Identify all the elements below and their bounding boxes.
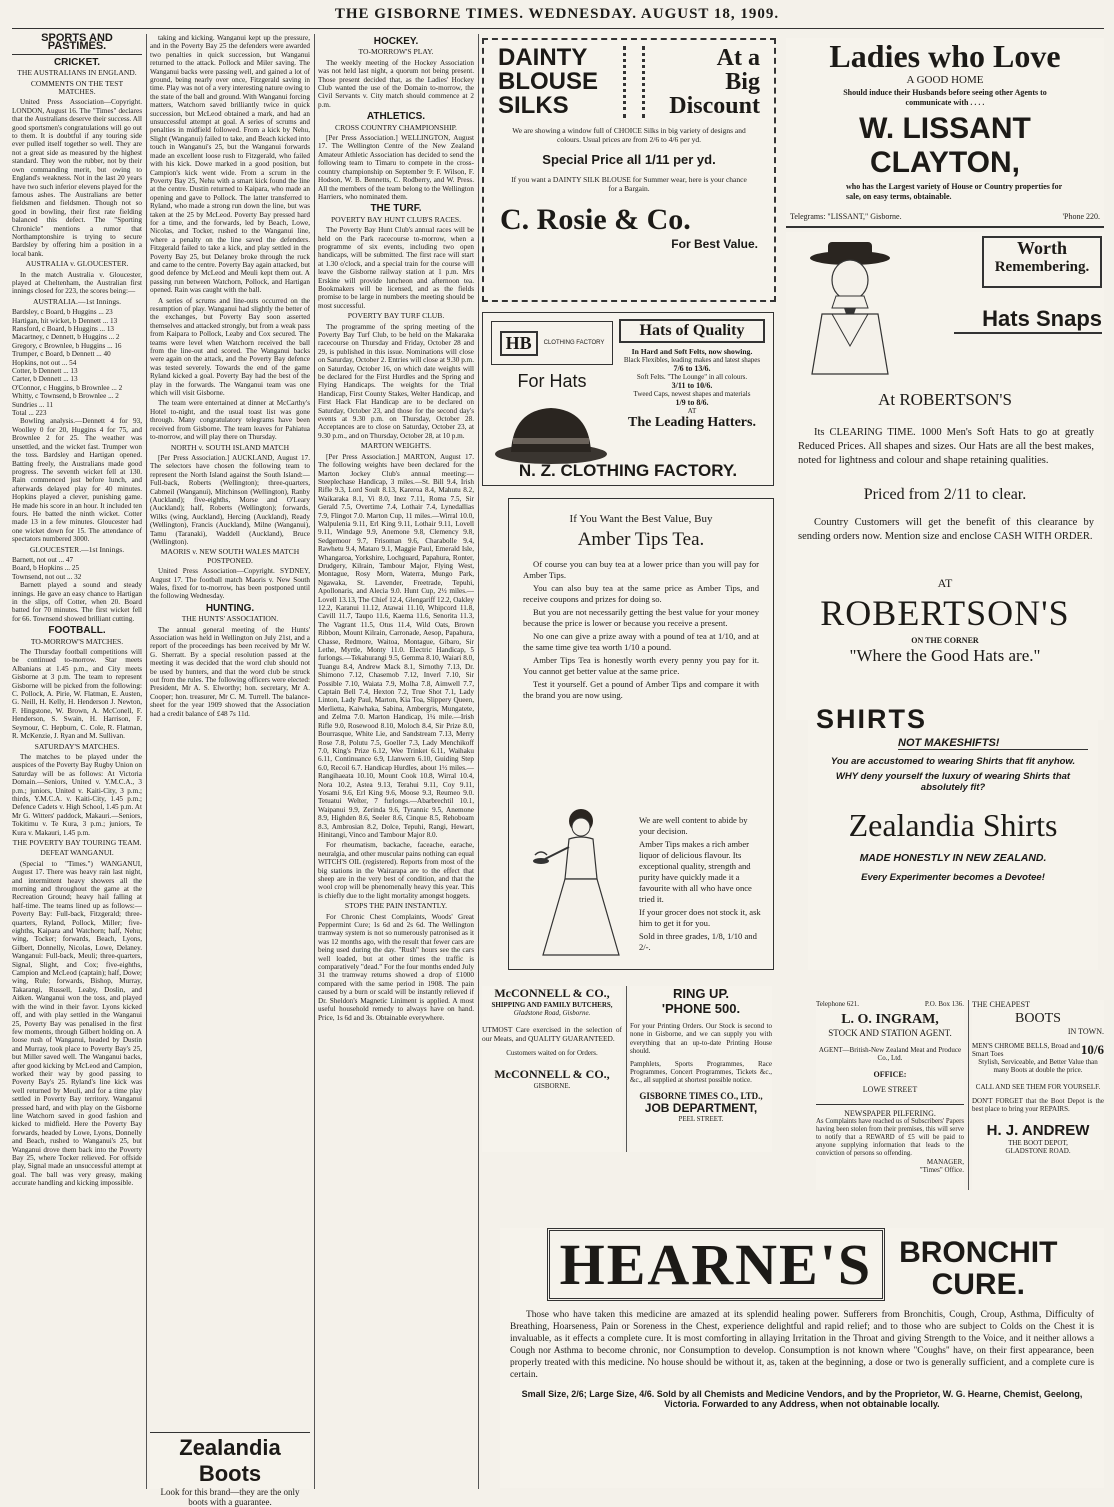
article-text: The team were entertained at dinner at McCarthy's Hotel to-night, and the usual toast list was gone through. Many congratulatory telegrams have been received from Gisborne. The team leaves for Pahiatua to-morrow, and will play there on Thursday. [150, 399, 310, 442]
innings-line: Cotter, b Dennett ... 13 [12, 367, 78, 376]
ring-up-phone: 'PHONE 500. [661, 1001, 741, 1016]
clayton-name: W. LISSANT CLAYTON, [859, 112, 1031, 179]
ring-up-heading: RING UP. [672, 986, 730, 1001]
masthead-rule [12, 28, 1104, 29]
pilfering-text: MANAGER, [926, 1158, 964, 1166]
article-text: [Per Press Association.] AUCKLAND, August 17. The selectors have chosen the following team to represent the North Island against the South Island:—Full-back, Roberts (Wellington); three-quarters, Cabmeil (Wanganui), Mitchinson (Wellington), Ranby (Auckland); five-eighths, Morse and O'Leary (Auckland); half, Roberts (Wellington); forwards, Wilks (wing, Auckland), Hercing (Auckland), Ready (Wellington), Francis (Auckland), Milne (Wanganui), Tamu (Taranaki), Waddell (Auckland), Bruce (Wellington). [150, 453, 310, 546]
subheading: SATURDAY'S MATCHES. [34, 741, 120, 751]
hats-price: 3/11 to 10/6. [671, 381, 713, 390]
subheading: DEFEAT WANGANUI. [40, 848, 114, 858]
hearnes-bronchit: BRONCHIT [899, 1236, 1058, 1269]
subheading: THE POVERTY BAY TOURING TEAM. [12, 837, 142, 847]
subheading: NORTH v. SOUTH ISLAND MATCH [170, 442, 290, 452]
ingram-box: P.O. Box 136. [924, 1000, 964, 1008]
times-co: GISBORNE TIMES CO., LTD., [639, 1090, 763, 1101]
dainty-blouse-ad [482, 38, 776, 302]
column-rule [146, 34, 147, 1489]
dainty-special-price: Special Price all 1/11 per yd. [542, 152, 716, 167]
hats-quality-title: Hats of Quality [619, 319, 765, 343]
football-heading: FOOTBALL. [48, 625, 106, 637]
andrew-text: DON'T FORGET that the Boot Depot is the best place to bring your REPAIRS. [972, 1096, 1104, 1114]
ring-up-text: Pamphlets, Sports Programmes, Race Programmes, Concert Programmes, Tickets &c., &c., all supplied at shortest possible notice. [630, 1059, 772, 1085]
innings-heading: AUSTRALIA.—1st Innings. [33, 296, 121, 306]
clayton-heading: Ladies who Love [829, 38, 1061, 74]
article-text: taking and kicking. Wanganui kept up the pressure, and in the Poverty Bay 25 the defenders were awarded two penalties in quick succession, but Wanganui returned to the attack. Pollock and Miler saving. The Wanganui backs were passing well, and gained a lot of ground, being nearly over once, Fitzgerald saving in time. Play was not of a very interesting nature owing to the state of the ball and ground. With Wanganui forcing matters, Watchorn saved brilliantly twice in quick succession, but McLeod obtained a mark, and had an unsuccessful attempt at goal. A series of scrums and penalties in midfield followed. From a kick by Nehu, Slight (Wanganui) failed to take, and Beach kicked into touch in Wanganui's 25, but the Wanganui forwards made an excellent loose rush to Fitzgerald, who failed with his kick. Dowe marked in a good position, but Campion's kick went wide. From a scrum in the Poverty Bay 25, Nehu with a smart kick found the line at the centre. Dustin returned to Kaipara, who made an opening and gave to Pollock. The latter transferred to Ryland, who made a strong run down the line, but was taken at the 25 by McLeod. Poverty Bay pressed hard for a time, and the forwards, led by Beach, Lowe, Nicolas, and Tocker, rushed to the Wanganui line, where a penalty on the line saved the defenders. Fitzgerald failed to take a kick, and play settled in the Poverty Bay 25, but Delaney broke through the ruck and came to the centre. Poverty Bay again attacked, but good defence by McLeod and Meuli kept them out. A passing run between Watchorn, Pollock, and Hartigan opened. Rain was caught with the ball. [150, 34, 310, 295]
article-text: Barnett played a sound and steady innings. He gave an easy chance to Hartigan in the slips, off Cotter, when 20. Board batted for 70 minutes. The first wicket fell for 66. Townsend showed brilliant cutting. [12, 581, 142, 623]
andrew-name: H. J. ANDREW [986, 1121, 1090, 1139]
amber-text: Of course you can buy tea at a lower price than you will pay for Amber Tips. [523, 559, 759, 580]
innings-line: Townsend, not out ... 32 [12, 572, 82, 581]
mcconnell-text: SHIPPING AND FAMILY BUTCHERS, [491, 1001, 613, 1009]
andrew-ad [972, 1000, 1104, 1190]
mcconnell-name: McCONNELL & CO., [494, 1067, 610, 1081]
clayton-text: Should induce their Husbands before seeing other Agents to communicate with . . . . [843, 88, 1047, 107]
leading-hatters: The Leading Hatters. [628, 415, 756, 430]
clayton-ad [786, 38, 1104, 228]
column-2 [150, 34, 310, 1424]
robertsons-price: Priced from 2/11 to clear. [863, 486, 1027, 503]
hearnes-ad [500, 1228, 1104, 1488]
hearnes-footer: Small Size, 2/6; Large Size, 4/6. Sold by all Chemists and Medicine Vendors, and by the Proprietor, W. G. Hearne, Chemist, Geelong, Victoria. Forwarded to any Address, when not obtainable locally. [521, 1389, 1083, 1409]
subheading: CROSS COUNTRY CHAMPIONSHIP. [335, 122, 457, 132]
bowler-hat-icon [491, 398, 611, 468]
dainty-text: We are showing a window full of CHOICE Silks in big variety of designs and colours. Usual prices are from 2/6 to 4/6 per yd. [512, 126, 746, 144]
hearnes-text: Those who have taken this medicine are amazed at its splendid healing power. Sufferers from Bronchitis, Cough, Croup, Asthma, Difficulty of Breathing, Hoarseness, Pain or Soreness in the Chest, experience delightful and rapid relief; and to those who are subject to Colds on the Chest it is invaluable, as it effects a complete cure. It is most comforting in allaying Irritation in the Throat and giving Strength to the Voice, and it neither allows a Cough nor Asthma to become chronic, nor Consumption to develop. Consumption is not known where "Coughs" have, on their first appearance, been properly treated with this medicine. No house should be without it, as, taken at the beginning, a dose or two is generally sufficient, and a complete cure is certain. [510, 1310, 1094, 1380]
amber-text: No one can give a prize away with a pound of tea at 1/10, and at the same time give tea worth 1/10 a pound. [523, 631, 759, 652]
hunting-heading: HUNTING. [205, 602, 255, 614]
hearnes-name: HEARNE'S [547, 1228, 886, 1301]
ingram-text: LOWE STREET [862, 1085, 918, 1094]
ingram-title: STOCK AND STATION AGENT. [828, 1028, 952, 1038]
amber-head: If You Want the Best Value, Buy [569, 513, 713, 525]
ingram-telephone: Telephone 621. [816, 1000, 860, 1008]
subheading: TO-MORROW'S MATCHES. [30, 636, 124, 646]
masthead: THE GISBORNE TIMES. WEDNESDAY. AUGUST 18, 1909. [334, 6, 780, 22]
article-text: The annual general meeting of the Hunts' Association was held in Wellington on July 21st, and a report of the proceedings has been received by Mr W. G. Sherratt. By a special resolution passed at the meeting it was decided that the word club should not be used by hunters, and that the word club be struck out from the rules. The following officers were elected: President, Mr A. S. Elworthy; hon. secretary, Mr A. Cooper; hon. treasurer, Mr C. M. Turrell. The balance-sheet for the year 1909 showed that the Association had a credit balance of £48 7s 11d. [150, 625, 310, 718]
pilfering-text: As Complaints have reached us of Subscribers' Papers having been stolen from their premises, this will serve to notify that a REWARD of £5 will be paid to anyone supplying information that leads to the conviction of persons so offending. [816, 1118, 964, 1157]
innings-line: Ransford, c Board, b Huggins ... 13 [12, 325, 115, 333]
turf-heading: THE TURF. [370, 203, 422, 215]
article-text: United Press Association—Copyright. LONDON, August 16. The "Times" declares that the Australians deserve their success. All good sportsmen's congratulations will go out to them. It is doubtful if any touring side ever pulled itself together so well. They are not a great side as measured by the highest standard. They won the rubber, not by their own commanding merit, but owing to England's weakness. Not in the last 20 years have two such inferior elevens played for the famous ashes. The Australians are better fieldsmen and fieldsmen. Though not so good in bowling, their first rate fielding balanced this defect. The "Sporting Chronicle" mentions a rumor that Northamptonshire is trying to secure Bardsley by offering him a position in a local bank. [12, 98, 142, 258]
robertsons-text: Its CLEARING TIME. 1000 Men's Soft Hats to go at greatly Reduced Prices. All shapes and sizes. Our Hats are all the best makes, noted for lightness and colour and shape retaining qualities. [798, 427, 1094, 466]
innings-line: Board, b Hopkins ... 25 [12, 564, 80, 573]
innings-line: Macartney, c Dennett, b Huggins ... 2 [12, 333, 120, 342]
amber-text: You can also buy tea at the same price as Amber Tips, and receive coupons and prizes for doing so. [523, 583, 759, 604]
shirts-text: NOT MAKESHIFTS! [898, 737, 1088, 750]
innings-heading: GLOUCESTER.—1st Innings. [29, 544, 125, 554]
hats-text: AT [687, 407, 697, 415]
andrew-text: MEN'S CHROME BELLS, Broad and Smart Toes [972, 1042, 1081, 1058]
man-in-hat-icon [792, 236, 912, 376]
innings-list [12, 556, 142, 581]
subheading: MARTON WEIGHTS. [360, 441, 432, 451]
amber-text: But you are not necessarily getting the best value for your money because the price is lower or because you receive a present. [523, 607, 759, 628]
column-3 [318, 34, 474, 1489]
shirts-text: MADE HONESTLY IN NEW ZEALAND. [859, 852, 1047, 864]
subheading: MAORIS v. NEW SOUTH WALES MATCH POSTPONED. [160, 547, 300, 565]
job-department: JOB DEPARTMENT, [644, 1100, 758, 1115]
for-hats-label: For Hats [517, 371, 587, 391]
hats-of-quality-ad [482, 312, 774, 486]
mcconnell-text: GISBORNE. [533, 1082, 571, 1090]
article-text: The Thursday football competitions will be continued to-morrow. Star meets Albanians at 1.45 p.m., and City meets Gisborne at 3 p.m. The team to represent Gisborne will be picked from the following: C. Pollock, A. Pirie, W. Flatman, E. Austen, G. Neill, H. Kelly, H. Henderson J. Newton, F. Hingstone, W. Brown, A. McConell, F. Henderson, S. Swain, H. Harrison, F. Seymour, C. Hepburn, C. Cole, R. Flatman, R. McKenzie, J. Ryan and M. Sullivan. [12, 648, 142, 741]
andrew-text: Stylish, Serviceable, and Better Value than many Boots at double the price. [978, 1058, 1098, 1075]
subheading: THE AUSTRALIANS IN ENGLAND. [17, 68, 137, 78]
column-rule [968, 1000, 969, 1190]
dainty-text: If you want a DAINTY SILK BLOUSE for Summer wear, here is your chance for a Bargain. [511, 175, 747, 193]
robertsons-corner: ON THE CORNER [911, 636, 979, 645]
pilfering-text: "Times" Office. [919, 1166, 964, 1174]
hats-text: Black Flexibles, leading makes and latest shapes [623, 356, 761, 364]
subheading: THE HUNTS' ASSOCIATION. [181, 614, 279, 624]
amber-tips-ad [508, 498, 774, 970]
andrew-boots: BOOTS [1015, 1011, 1061, 1026]
subheading: POVERTY BAY TURF CLUB. [347, 311, 445, 321]
innings-list [12, 308, 142, 417]
andrew-text: THE BOOT DEPOT, [1008, 1138, 1068, 1147]
shirts-text: You are accustomed to wearing Shirts that fit anyhow. [830, 756, 1076, 767]
woman-with-teacup-icon [523, 799, 633, 959]
dainty-left-heading: DAINTY BLOUSE SILKS [498, 44, 599, 119]
hats-price: 7/6 to 13/6. [673, 364, 711, 373]
amber-title: Amber Tips Tea. [577, 529, 705, 550]
shirts-text: Every Experimenter becomes a Devotee! [861, 872, 1045, 883]
subheading: POVERTY BAY HUNT CLUB'S RACES. [330, 214, 462, 224]
amber-text: If your grocer does not stock it, ask him to get it for you. [639, 907, 761, 928]
article-text: United Press Association—Copyright. SYDNEY, August 17. The football match Maoris v. New South Wales, fixed for to-morrow, has been postponed until the following Wednesday. [150, 567, 310, 601]
innings-line: Trumper, c Board, b Dennett ... 40 [12, 350, 111, 359]
article-text: Bowling analysis.—Dennett 4 for 93, Woolley 0 for 20, Huggins 4 for 75, and Brownlee 2 for 25. The weather was unsettled, and the wicket fast. Trumper won the toss. Bardsley and Hartigan opened. Batting freely, the Australians made good progress. The seventh wicket fell at 130. Rain commenced just before lunch, and afterwards delayed play for 40 minutes. Hopkins played a clever, punishing game. He made his score in an hour. It included ten fours. He batted the ninth wicket. Cotter made 13 in a few minutes. Gloucester had one wicket down for 15. The attendance of spectators numbered 3000. [12, 417, 142, 544]
innings-line: O'Connor, c Huggins, b Brownlee ... 2 [12, 383, 123, 392]
article-text: The programme of the spring meeting of the Poverty Bay Turf Club, to be held on the Makaraka racecourse on Thursday and Friday, October 28 and 29, is published in this issue. Nominations will close on Saturday, October 2. Entries will close at 9.30 p.m. on Saturday, October 16, on which date weights will be declared for the First Hurdles and the Spring and Flying Handicaps. The weights for the Trial Handicap, First County Stakes, Welter Handicap, and First Hack Flat Handicap are to be declared on Saturday, October 23, and those for the second day's events at 9.30 p.m. on Thursday, October 28. Acceptances are to close on Saturday, October 23, at 9.30 p.m., and on Thursday, October 28, at 10 p.m. [318, 322, 474, 440]
hats-price: 1/9 to 8/6. [675, 398, 709, 407]
clayton-phone: 'Phone 220. [1062, 212, 1100, 221]
clayton-text: who has the Largest variety of House or Country properties for sale, on easy terms, obtainable. [846, 182, 1062, 201]
andrew-text: IN TOWN. [1067, 1027, 1104, 1036]
article-text: The Poverty Bay Hunt Club's annual races will be held on the Park racecourse to-morrow, when a programme of six events, including two open handicaps, will be submitted. The first race will start at 1.30 o'clock, and a special train for the course will leave the Gisborne railway station at 1 p.m. Mrs Erskine will provide luncheon and afternoon tea. Bookmakers will be licensed, and as the fields promise to be large in numbers the meeting should be most successful. [318, 226, 474, 310]
zealandia-boots-ad [150, 1432, 310, 1507]
at-robertsons: At ROBERTSON'S [878, 390, 1012, 409]
amber-text: Test it yourself. Get a pound of Amber Tips and compare it with the brand you are now using. [523, 679, 759, 700]
mcconnell-text: Gladstone Road, Gisborne. [513, 1009, 591, 1017]
mcconnell-ad [482, 986, 622, 1152]
amber-text: Amber Tips Tea is honestly worth every penny you pay for it. You cannot get better value at the same price. [523, 655, 759, 676]
innings-line: Bardsley, c Board, b Huggins ... 23 [12, 308, 113, 317]
hearnes-cure: CURE. [931, 1268, 1025, 1301]
zealandia-boots-title: Zealandia Boots [179, 1435, 281, 1486]
rosie-tagline: For Best Value. [671, 237, 758, 251]
amber-text: Sold in three grades, 1/8, 1/10 and 2/-. [639, 931, 757, 952]
remembering-label: Remembering. [994, 259, 1090, 275]
shirts-ad [808, 704, 1098, 970]
innings-line: Carter, b Dennett ... 13 [12, 375, 78, 384]
innings-line: Sundries ... 11 [12, 400, 54, 409]
innings-line: Barnett, not out ... 47 [12, 555, 74, 564]
nz-clothing-factory: N. Z. CLOTHING FACTORY. [518, 461, 738, 480]
andrew-text: GLADSTONE ROAD. [1005, 1146, 1071, 1155]
innings-line: Gregory, c Brownlee, b Huggins ... 16 [12, 341, 122, 350]
ingram-text: AGENT—British-New Zealand Meat and Produce Co., Ltd. [818, 1046, 962, 1062]
innings-line: Whitty, c Townsend, b Brownlee ... 2 [12, 392, 119, 401]
robertsons-text: Country Customers will get the benefit of this clearance by sending orders now. Mention size and enclose CASH WITH ORDER. [798, 517, 1094, 542]
dainty-divider [623, 46, 645, 118]
ingram-ad [816, 1000, 964, 1190]
ring-up-text: For your Printing Orders. Our Stock is second to none in Gisborne, and we can supply you with everything that an up-to-date Printing House should. [630, 1022, 772, 1056]
athletics-heading: ATHLETICS. [366, 111, 426, 123]
article-text: The matches to be played under the auspices of the Poverty Bay Rugby Union on Saturday will be as follows: At Victoria Domain.—Seniors, United v. Y.M.C.A., 3 p.m.; juniors, United v. Kaiti-City, 3 p.m.; thirds, Y.M.C.A. v. Kaiti-City, 1.45 p.m.; Defence Cadets v. High School, 1.45 p.m. At Mr G. Witters' paddock, Makauri.—Seniors, Tokitimu v. Te Kura, 3 p.m.; juniors, Te Kura v. Makauri, 1.45 p.m. [12, 752, 142, 837]
column-rule [626, 986, 627, 1152]
mcconnell-name: McCONNELL & CO., [494, 986, 610, 1000]
robertsons-name: ROBERTSON'S [820, 593, 1070, 633]
cricket-heading: CRICKET. [53, 56, 101, 68]
worth-label: Worth [1016, 238, 1067, 258]
robertsons-at: AT [937, 576, 953, 590]
article-text: (Special to "Times.") WANGANUI, August 17. There was heavy rain last night, and intermittent heavy showers all the morning and throughout the game at the Recreation Ground; heavy hail falling at half-time. The teams lined up as follows:— Poverty Bay: Full-back, Fitzgerald; three-quarters, Ryland, Pollock, Miller; five-eighths, Kaipara and Watchorn; half, Nehu; wing, Tocker; forwards, Beach, Lyons, Gilbert, Donnelly, Nicolas, Lowe, Delaney. Wanganui: Full-back, Meuli; three-quarters, Signal, Slight, and Cox; five-eighths, Campion and McLeod (captain); half, Dowe; wing, Rule; forwards, Bishop, Murray, Takarangi, Russell, Leaby, Doslin, and Aitken. Wanganui won the toss, and played with the wind in their favor. Lyons kicked off, and with play settled in the Wanganui 25, Poverty Bay was penalised in the first few moments, through Gilbert holding on. A loose rush of Wanganui, headed by Dustin and Murray, took place to Poverty Bay's 25, but Miller saved well. The Wanganui backs, after good kicking by McLeod and Campion, worked their way by good passing to Poverty Bay's 25. Ryland's line kick was well returned by Meuli, and for a time play settled in Poverty Bay territory. Wanganui pressed hard, and with play on the Gisborne line Watchorn saved in good fashion and kicked to midfield. Here the Poverty Bay forwards, headed by Lowe, Lyons, Donnelly and Beach, rushed to Wanganui's 25, but Wanganui drove them back into the Poverty Bay 25, where Tocker relieved. For offside play, Signal made an unsuccessful attempt at goal. The ball was very greasy, making accurate handling and kicking impossible. [12, 859, 142, 1188]
amber-text: We are well content to abide by your decision. [639, 815, 748, 836]
shirts-heading: SHIRTS [816, 704, 928, 734]
ingram-name: L. O. INGRAM, [841, 1012, 939, 1027]
innings-line: Hartigan, hit wicket, b Dennett ... 13 [12, 316, 118, 325]
hats-text: In Hard and Soft Felts, now showing. [631, 347, 753, 356]
dainty-right-heading: At a Big Discount [669, 45, 760, 119]
mcconnell-text: UTMOST Care exercised in the selection of our Meats, and QUALITY GUARANTEED. [482, 1025, 622, 1043]
pilfering-heading: NEWSPAPER PILFERING. [816, 1104, 964, 1118]
andrew-text: THE CHEAPEST [972, 1000, 1030, 1009]
innings-line: Total ... 223 [12, 409, 47, 418]
andrew-price: 10/6 [1080, 1042, 1104, 1057]
worth-box [982, 236, 1102, 288]
ring-up-text: PEEL STREET. [678, 1114, 724, 1123]
innings-line: Hopkins, not out ... 54 [12, 358, 77, 367]
article-text: The weekly meeting of the Hockey Association was not held last night, a quorum not being present. Those present decided that, as the Ladies' Hockey Club wanted the use of the Domain to-morrow, the Civil Servants v. City match should commence at 2 p.m. [318, 58, 474, 109]
article-text: For Chronic Chest Complaints, Woods' Great Peppermint Cure; 1s 6d and 2s 6d. The Wellington tramway system is not so numerously patronised as it was 12 months ago, with the result that fewer cars are being used during the day. "Rush" hours see the cars well loaded, but at other times the traffic is comparatively "dead." For the four months ended July 31 the tramway returns showed a drop of £1000 compared with the same period in 1908. The pain caused by a burn or scald will be instantly relieved if Dr. Sheldon's Magnetic Liniment is applied. A most useful household remedy to always have on hand. Price, 1s 6d and 3s. Obtainable everywhere. [318, 912, 474, 1022]
hb-logo: HB CLOTHING FACTORY [491, 321, 613, 365]
robertsons-slogan: "Where the Good Hats are." [849, 646, 1041, 665]
andrew-text: CALL AND SEE THEM FOR YOURSELF. [975, 1082, 1101, 1091]
subheading: TO-MORROW'S PLAY. [358, 47, 434, 57]
subheading: COMMENTS ON THE TEST MATCHES. [30, 78, 124, 97]
shirts-text: WHY deny yourself the luxury of wearing Shirts that absolutely fit? [835, 771, 1071, 793]
article-text: A series of scrums and line-outs occurred on the resumption of play. Wanganui had slightly the better of the exchanges, but Poverty Bay soon asserted themselves and attacked strongly, but from a weak pass from Kaipara to Pollock, Leaby and Cox secured. The teams were level when Watchorn received the ball from the line-out and scored. The Wanganui backs were again on the attack, and the Poverty Bay defence was tested severely. Towards the end of the game Ryland kicked a goal. Poverty Bay had the best of the play in the forwards. The Wanganui team was one which will visit Gisborne. [150, 296, 310, 398]
article-text: [Per Press Association.] MARTON, August 17. The following weights have been declared for the Marton Jockey Club's annual meeting:— Steeplechase Handicap, 3 miles.—St. Bill 9.4, Irish Rifle 9.3, Lord Soult 8.13, Kareroa 8.4, Mahutu 8.2, Waikaraka 8.1, Vi 8.0, Inez 7.11, Roma 7.5, Sir Gerald 7.5, Overtime 7.4, Lothair 7.4, Lynedallias 7.9, Flingot 7.0. Marton Cup, 11 miles.—Wirral 10.0, Walpulenia 9.11, Erl King 9.11, Lothair 9.11, Lovell 9.11, Windage 9.9, Anemone 9.8, Clemency 9.8, Sedgemoor 9.7, Frisoman 9.6, Charabolle 9.4, Rawhetu 9.4, Mataro 9.1, Maggie Paul, Emerald Isle, Whangaroa, Yorkshire, Lochguard, Papahura, Ronter, Drudgery, Kilrain, Tambour Major, Flying West, Montague, Rosy Morn, Waterra, Mungo Park, Ngawaka, St. Lavender, Freetrade, Tepuhi, Apollonaris, and Alecia 9.0. Hunt Cup, 2½ miles.—Lovell 13.13, The Chief 12.4, Glengariff 12.2, Oakley 12.2, Karanui 11.12, Atawai 11.10, Whipcord 11.8, Cavill 11.7, Taupo 11.6, Kaema 11.6, Senorita 11.3, The Vagrant 11.5, Otus 11.4, Wild Oats, Brown Ribbon, Mount Kilrain, Carronade, Aesop, Papahura, Chasse, Redmore, Waitoa, Montague, Gibaro, Sir Lethe, Myrtle, Monty 11.0. Electric Handicap, 5 furlongs.—Tekahurangi 9.5, Gemma 8.10, Waiari 8.0, Tuangu 8.4, Andrew Mack 8.1, Sirnothy 7.13, Dr. Shimono 7.12, Chasemob 7.12, Inverl 7.10, Sir Possible 7.10, Waiata 7.9, Molha 7.8, Aimwell 7.7, Captain Bell 7.4, Hexton 7.2, True Shot 7.1, Lady Linton, Lady Paul, Marton, Kia Toa, Slippery Queen, Merlietta, Kaiwhaka, Sabina, Ambergris, Mungatete, and Zelma 7.0. Marton Handicap, 1¼ mile.—Irish Rifle 9.0, Rosewood 8.10, Moloch 8.4, Sir Prize 8.0, Bourrasque, White Lie, and Sandstream 7.13, Merry Rose 7.8, Polutu 7.5, Goeller 7.3, Lady Menchikoff 7.0, King's Prize 6.12, Wee Trinket 6.11, Waihaku 6.11, Continuance 6.9, Llanwern 6.10, Guiding Step 6.0, Recoil 6.7. Handicap Hurdles, about 1½ miles.—Rangihaeata 10.10, Mount Cook 10.8, Wirral 10.4, Nora 10.2, Astea 9.13, Terahui 9.11, Coy 9.11, Yosami 9.6, Erl King 9.6, Moose 9.3, Reumeo 9.0. Tetuatui Welter, 7 furlongs.—Abarbrechtil 10.1, Waipanui 9.9, Zerinda 9.6, Tyrannic 9.5, Anemone 8.9, Highden 8.6, Seeler 8.6, Cinque 8.5, Rehoboam 8.3, Ambrosian 8.2, Dolce, Tepuhi, Rangi, Hewart, Hinitangi, Vinco and Tambour Major 8.0. [318, 452, 474, 839]
hats-snaps: Hats Snaps [954, 306, 1102, 334]
hockey-heading: HOCKEY. [373, 36, 419, 47]
subheading: STOPS THE PAIN INSTANTLY. [344, 901, 448, 911]
article-text: In the match Australia v. Gloucester, played at Cheltenham, the Australian first innings closed for 223, the scores being:— [12, 270, 142, 296]
clayton-sub: A GOOD HOME [906, 74, 984, 86]
article-text: [Per Press Association.] WELLINGTON, August 17. The Wellington Centre of the New Zealand Amateur Athletic Association has decided to send the following team to Timaru to compete in the cross-country championship on September 9: F. Wilson, F. Hodson, W. B. Bennetts, C. Rodberry, and W. Press. All the members of the team belong to the Wellington Harriers, who nominated them. [318, 134, 474, 201]
column-rule [314, 34, 315, 1489]
mcconnell-text: Customers waited on for Orders. [506, 1049, 598, 1057]
robertsons-ad [786, 232, 1104, 720]
subheading: AUSTRALIA v. GLOUCESTER. [25, 259, 129, 269]
column-rule [478, 34, 479, 1489]
ring-up-ad [630, 986, 772, 1152]
article-text: For rheumatism, backache, faceache, earache, neuralgia, and other muscular pains nothing can equal WITCH'S OIL (registered). Reports from most of the big stations in the Wairarapa are to the effect that sheep are in the very best of condition, and that the wool crop will be phenomenally heavy this year. This is chiefly due to the light mortality amongst hoggets. [318, 841, 474, 900]
zealandia-shirts-brand: Zealandia Shirts [848, 807, 1058, 843]
hats-text: Soft Felts. "The Lounge" in all colours. [636, 373, 748, 381]
section-heading: SPORTS AND PASTIMES. [12, 34, 142, 55]
ingram-text: OFFICE: [873, 1070, 907, 1079]
hats-text: Tweed Caps, newest shapes and materials [633, 390, 751, 398]
column-1 [12, 34, 142, 1489]
zealandia-boots-tagline: Look for this brand—they are the only boots with a guarantee. [160, 1487, 300, 1507]
rosie-brand: C. Rosie & Co. [500, 203, 691, 236]
clayton-telegrams: Telegrams: "LISSANT," Gisborne. [790, 212, 902, 221]
amber-text: Amber Tips makes a rich amber liquor of delicious flavour. Its exceptional quality, strength and purity have quickly made it a favourite with all who have once tried it. [639, 839, 752, 904]
